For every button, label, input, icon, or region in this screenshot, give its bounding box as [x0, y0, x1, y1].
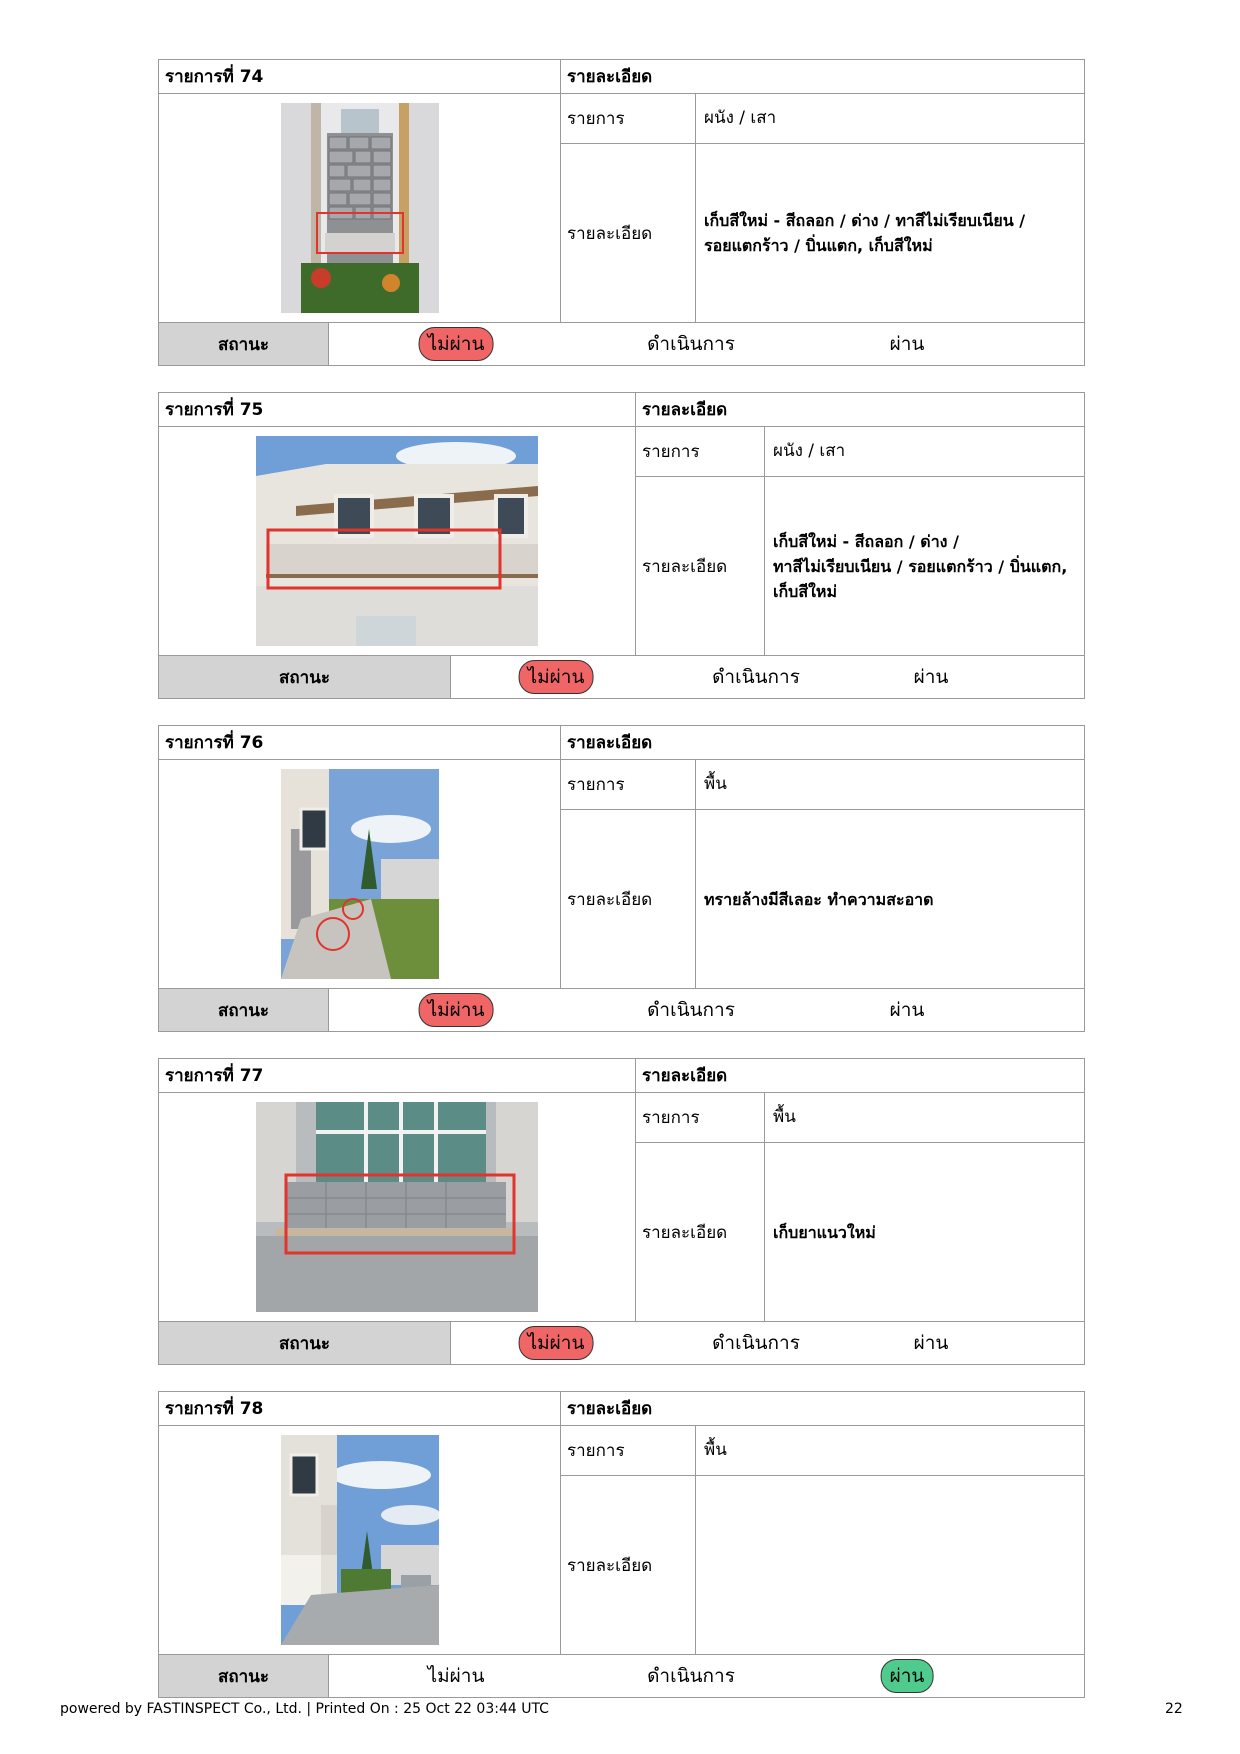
item-value: ผนัง / เสา — [704, 108, 777, 128]
detail-row-item — [561, 760, 1084, 810]
detail-row-item — [636, 427, 1084, 477]
status-option-in-progress[interactable]: ดำเนินการ — [712, 666, 800, 688]
item-details — [636, 427, 1084, 655]
item-title: รายการที่ 76 — [159, 726, 561, 759]
status-options — [451, 656, 1084, 698]
item-details — [636, 1093, 1084, 1321]
item-title: รายการที่ 75 — [159, 393, 636, 426]
detail-line: เก็บสีใหม่ — [773, 581, 837, 601]
detail-row-description — [561, 810, 1084, 988]
inspection-item-75 — [158, 392, 1085, 699]
item-photo-cell — [159, 427, 636, 655]
item-title: รายการที่ 74 — [159, 60, 561, 93]
status-row — [159, 1322, 1084, 1364]
details-header: รายละเอียด — [567, 67, 653, 87]
detail-value — [765, 477, 1084, 655]
detail-label: รายละเอียด — [561, 810, 696, 988]
detail-line: รอยแตกร้าว / บิ่นแตก, เก็บสีใหม่ — [704, 236, 933, 255]
status-row — [159, 323, 1084, 365]
detail-row-description — [561, 1476, 1084, 1654]
item-header — [159, 726, 1084, 760]
status-row — [159, 989, 1084, 1031]
status-option-pass[interactable]: ผ่าน — [881, 1659, 934, 1693]
status-option-fail[interactable]: ไม่ผ่าน — [427, 1665, 485, 1687]
item-value: พื้น — [773, 1107, 796, 1127]
driveway-floor-photo[interactable] — [281, 1435, 439, 1645]
item-header — [159, 60, 1084, 94]
item-header — [159, 1392, 1084, 1426]
detail-label: รายละเอียด — [561, 1476, 696, 1654]
details-header: รายละเอียด — [642, 400, 728, 420]
detail-line: เก็บสีใหม่ - สีถลอก / ด่าง / — [773, 531, 959, 551]
item-details — [561, 1426, 1084, 1654]
item-body — [159, 1426, 1084, 1655]
detail-value — [696, 144, 1084, 322]
status-option-pass[interactable]: ผ่าน — [913, 666, 949, 688]
side-yard-floor-photo[interactable] — [281, 769, 439, 979]
detail-line: ทาสีไม่เรียบเนียน / รอยแตกร้าว / บิ่นแตก, — [773, 556, 1068, 576]
status-option-fail[interactable]: ไม่ผ่าน — [519, 1326, 594, 1360]
detail-row-description — [636, 477, 1084, 655]
status-options — [329, 323, 1084, 365]
item-photo-cell — [159, 760, 561, 988]
detail-value — [765, 1143, 1084, 1321]
item-header — [159, 1059, 1084, 1093]
status-option-pass[interactable]: ผ่าน — [889, 999, 925, 1021]
status-label: สถานะ — [159, 323, 329, 365]
details-header: รายละเอียด — [567, 1399, 653, 1419]
status-option-in-progress[interactable]: ดำเนินการ — [712, 1332, 800, 1354]
inspection-item-74 — [158, 59, 1085, 366]
item-label: รายการ — [561, 94, 696, 143]
detail-row-item — [561, 94, 1084, 144]
status-option-fail[interactable]: ไม่ผ่าน — [419, 327, 494, 361]
detail-row-description — [561, 144, 1084, 322]
item-body — [159, 427, 1084, 656]
status-option-in-progress[interactable]: ดำเนินการ — [647, 1665, 735, 1687]
status-row — [159, 656, 1084, 698]
details-header: รายละเอียด — [642, 1066, 728, 1086]
item-label: รายการ — [561, 1426, 696, 1475]
page-footer: powered by FASTINSPECT Co., Ltd. | Printed On : 25 Oct 22 03:44 UTC — [60, 1701, 549, 1717]
status-option-pass[interactable]: ผ่าน — [889, 333, 925, 355]
status-options — [329, 1655, 1084, 1697]
item-title: รายการที่ 78 — [159, 1392, 561, 1425]
detail-row-description — [636, 1143, 1084, 1321]
item-body — [159, 1093, 1084, 1322]
status-option-in-progress[interactable]: ดำเนินการ — [647, 999, 735, 1021]
item-value: ผนัง / เสา — [773, 441, 846, 461]
status-label: สถานะ — [159, 656, 451, 698]
item-photo-cell — [159, 1426, 561, 1654]
item-label: รายการ — [561, 760, 696, 809]
details-header: รายละเอียด — [567, 733, 653, 753]
entrance-steps-photo[interactable] — [256, 1102, 538, 1312]
item-body — [159, 760, 1084, 989]
detail-label: รายละเอียด — [561, 144, 696, 322]
page-number: 22 — [1165, 1701, 1183, 1717]
item-header — [159, 393, 1084, 427]
wall-pillar-photo[interactable] — [281, 103, 439, 313]
status-option-fail[interactable]: ไม่ผ่าน — [519, 660, 594, 694]
item-label: รายการ — [636, 1093, 765, 1142]
item-photo-cell — [159, 94, 561, 322]
status-option-pass[interactable]: ผ่าน — [913, 1332, 949, 1354]
item-photo-cell — [159, 1093, 636, 1321]
detail-line: เก็บยาแนวใหม่ — [773, 1222, 876, 1242]
status-label: สถานะ — [159, 1322, 451, 1364]
detail-row-item — [636, 1093, 1084, 1143]
detail-row-item — [561, 1426, 1084, 1476]
item-value: พื้น — [704, 1440, 727, 1460]
detail-line: ทรายล้างมีสีเลอะ ทำความสะอาด — [704, 889, 934, 909]
detail-value — [696, 1476, 1084, 1654]
detail-label: รายละเอียด — [636, 1143, 765, 1321]
item-title: รายการที่ 77 — [159, 1059, 636, 1092]
status-options — [329, 989, 1084, 1031]
detail-label: รายละเอียด — [636, 477, 765, 655]
item-body — [159, 94, 1084, 323]
item-value: พื้น — [704, 774, 727, 794]
item-details — [561, 760, 1084, 988]
status-option-fail[interactable]: ไม่ผ่าน — [419, 993, 494, 1027]
inspection-item-78 — [158, 1391, 1085, 1698]
status-option-in-progress[interactable]: ดำเนินการ — [647, 333, 735, 355]
status-row — [159, 1655, 1084, 1697]
inspection-item-77 — [158, 1058, 1085, 1365]
status-label: สถานะ — [159, 1655, 329, 1697]
status-options — [451, 1322, 1084, 1364]
inspection-item-76 — [158, 725, 1085, 1032]
facade-balcony-photo[interactable] — [256, 436, 538, 646]
status-label: สถานะ — [159, 989, 329, 1031]
item-details — [561, 94, 1084, 322]
detail-value — [696, 810, 1084, 988]
item-label: รายการ — [636, 427, 765, 476]
detail-line: เก็บสีใหม่ - สีถลอก / ด่าง / ทาสีไม่เรียบเนียน / — [704, 211, 1026, 230]
